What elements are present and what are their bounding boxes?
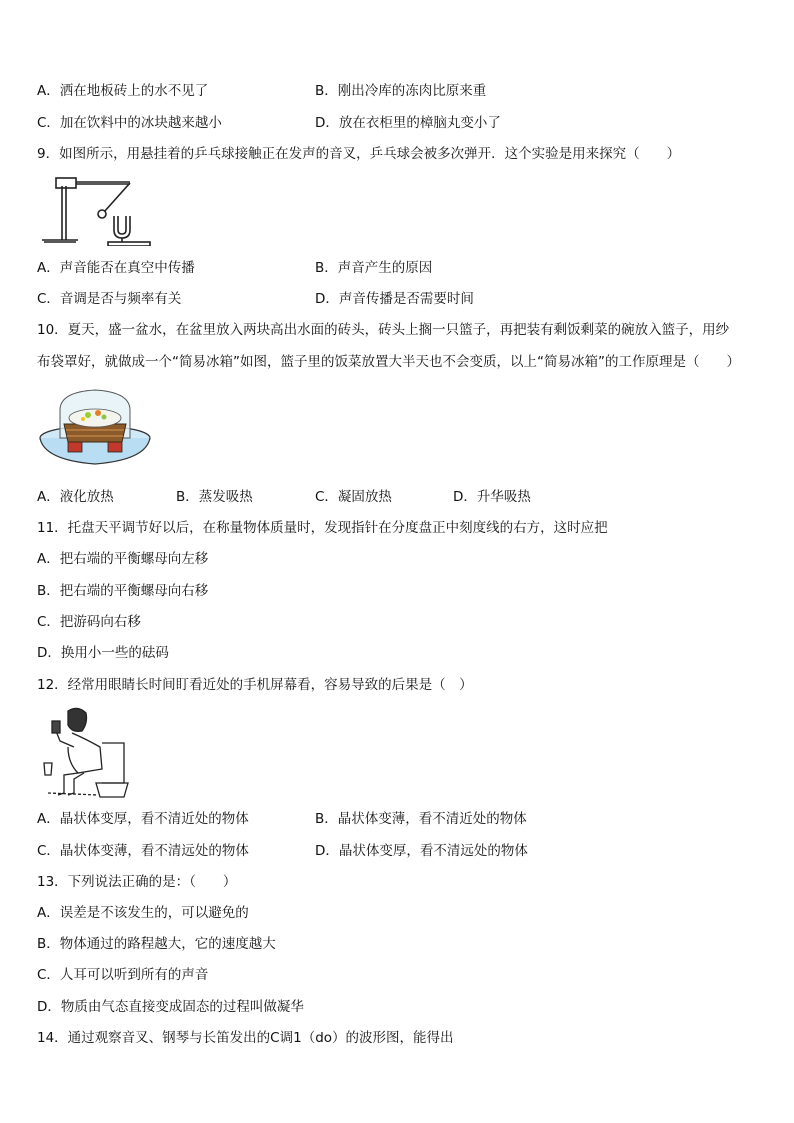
q11-option-c: C．把游码向右移 [37, 614, 141, 630]
q11-option-a: A．把右端的平衡螺母向左移 [37, 551, 209, 567]
q13-option-a: A．误差是不该发生的，可以避免的 [37, 905, 249, 921]
q8-option-c: C．加在饮料中的冰块越来越小 [37, 115, 222, 131]
q12-option-c: C．晶状体变薄，看不清远处的物体 [37, 843, 249, 859]
q11-stem: 11．托盘天平调节好以后，在称量物体质量时，发现指针在分度盘正中刻度线的右方，这时应把 [37, 520, 608, 536]
q9-option-d: D．声音传播是否需要时间 [315, 291, 474, 307]
q10-stem-line1: 10．夏天，盛一盆水，在盆里放入两块高出水面的砖头，砖头上搁一只篮子，再把装有剩饭剩菜的碗放入篮子，用纱 [37, 322, 730, 338]
q14-stem: 14．通过观察音叉、钢琴与长笛发出的C调1（do）的波形图，能得出 [37, 1030, 454, 1046]
q8-option-a: A．洒在地板砖上的水不见了 [37, 83, 209, 99]
q10-option-c: C．凝固放热 [315, 489, 392, 505]
q9-stem: 9．如图所示，用悬挂着的乒乓球接触正在发声的音叉，乒乓球会被多次弹开．这个实验是用来探究（ ） [37, 146, 681, 162]
q9-option-a: A．声音能否在真空中传播 [37, 260, 195, 276]
q13-stem: 13．下列说法正确的是：（ ） [37, 874, 237, 890]
q10-option-d: D．升华吸热 [453, 489, 531, 505]
simple-fridge-figure [38, 384, 152, 472]
q9-option-c: C．音调是否与频率有关 [37, 291, 182, 307]
tuning-fork-figure [38, 172, 158, 246]
q13-option-d: D．物质由气态直接变成固态的过程叫做凝华 [37, 999, 304, 1015]
q12-option-d: D．晶状体变厚，看不清远处的物体 [315, 843, 528, 859]
q8-option-b: B．刚出冷库的冻肉比原来重 [315, 83, 487, 99]
q12-option-a: A．晶状体变厚，看不清近处的物体 [37, 811, 249, 827]
phone-reading-figure [38, 703, 134, 801]
q13-option-b: B．物体通过的路程越大，它的速度越大 [37, 936, 276, 952]
q10-stem-line2: 布袋罩好，就做成一个“简易冰箱”如图，篮子里的饭菜放置大半天也不会变质，以上“简易冰箱”的工作原理是（ ） [37, 354, 740, 370]
q13-option-c: C．人耳可以听到所有的声音 [37, 967, 209, 983]
q9-option-b: B．声音产生的原因 [315, 260, 433, 276]
q11-option-d: D．换用小一些的砝码 [37, 645, 169, 661]
q12-option-b: B．晶状体变薄，看不清近处的物体 [315, 811, 527, 827]
q10-option-b: B．蒸发吸热 [176, 489, 253, 505]
q12-stem: 12．经常用眼睛长时间盯看近处的手机屏幕看，容易导致的后果是（ ） [37, 677, 473, 693]
q11-option-b: B．把右端的平衡螺母向右移 [37, 583, 209, 599]
q8-option-d: D．放在衣柜里的樟脑丸变小了 [315, 115, 501, 131]
q10-option-a: A．液化放热 [37, 489, 114, 505]
